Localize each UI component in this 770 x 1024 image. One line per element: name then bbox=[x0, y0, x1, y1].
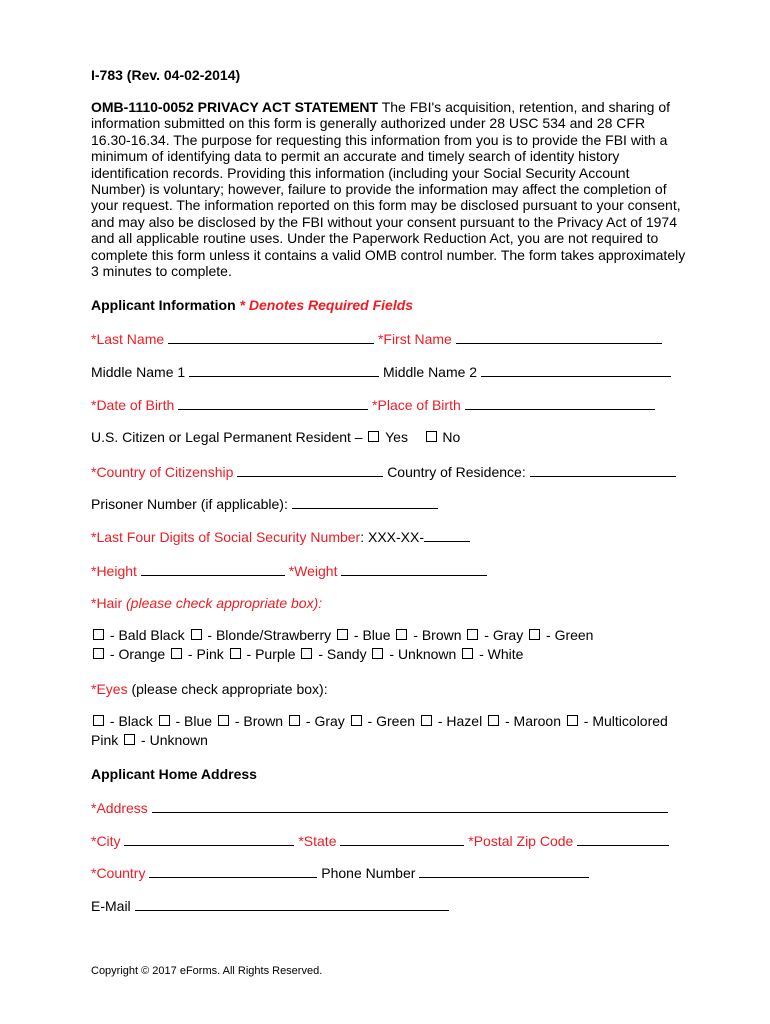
eyes-note: (please check appropriate box): bbox=[127, 681, 328, 697]
pob-label: *Place of Birth bbox=[372, 397, 461, 413]
address-label: *Address bbox=[91, 800, 148, 816]
eyes-option[interactable]: - Maroon bbox=[486, 713, 561, 730]
prisoner-row bbox=[91, 495, 438, 513]
checkbox[interactable] bbox=[372, 648, 383, 659]
pob-field[interactable] bbox=[465, 396, 655, 410]
copyright: Copyright © 2017 eForms. All Rights Reserved. bbox=[91, 965, 323, 977]
option-label: Blue bbox=[184, 713, 213, 729]
hair-heading bbox=[91, 595, 322, 612]
option-label: Maroon bbox=[513, 713, 561, 729]
first-name-field[interactable] bbox=[456, 330, 662, 344]
prisoner-field[interactable] bbox=[292, 495, 438, 509]
checkbox[interactable] bbox=[567, 715, 578, 726]
option-label: Brown bbox=[243, 713, 284, 729]
option-label: Gray bbox=[314, 713, 345, 729]
checkbox[interactable] bbox=[301, 648, 312, 659]
checkbox[interactable] bbox=[467, 629, 478, 640]
zip-label: *Postal Zip Code bbox=[468, 833, 574, 849]
name-row bbox=[91, 330, 662, 348]
option-label: Sandy bbox=[326, 646, 367, 662]
height-label: *Height bbox=[91, 563, 137, 579]
phone-field[interactable] bbox=[419, 864, 589, 878]
checkbox[interactable] bbox=[337, 629, 348, 640]
checkbox[interactable] bbox=[351, 715, 362, 726]
eyes-option[interactable]: - Blue bbox=[157, 713, 212, 730]
eyes-option[interactable]: - Black bbox=[91, 713, 153, 730]
form-id: I-783 (Rev. 04-02-2014) bbox=[91, 67, 241, 83]
zip-field[interactable] bbox=[577, 832, 669, 846]
option-label: Unknown bbox=[149, 732, 208, 748]
middle-name-2-field[interactable] bbox=[481, 363, 671, 377]
privacy-line: 16.30-16.34. The purpose for requesting this information from you is to provide the FBI with a bbox=[91, 131, 668, 148]
privacy-line: and may also be disclosed by the FBI without your consent pursuant to the Privacy Act of 1974 bbox=[91, 213, 677, 230]
country-citizenship-field[interactable] bbox=[237, 463, 383, 477]
option-label: Multicolored bbox=[592, 713, 668, 729]
hair-options-row-2 bbox=[91, 646, 523, 663]
first-name-label: *First Name bbox=[377, 331, 452, 347]
eyes-option[interactable]: - Gray bbox=[287, 713, 345, 730]
option-label: Purple bbox=[255, 646, 296, 662]
hair-option[interactable]: - Pink bbox=[169, 646, 224, 663]
checkbox[interactable] bbox=[218, 715, 229, 726]
country-row bbox=[91, 463, 676, 481]
checkbox[interactable] bbox=[462, 648, 473, 659]
hair-option[interactable]: - Unknown bbox=[370, 646, 456, 663]
email-row bbox=[91, 897, 449, 915]
birth-row bbox=[91, 396, 655, 414]
checkbox[interactable] bbox=[93, 648, 104, 659]
eyes-option[interactable]: - Hazel bbox=[419, 713, 482, 730]
checkbox[interactable] bbox=[159, 715, 170, 726]
country-phone-row bbox=[91, 864, 589, 882]
citizen-yes-checkbox[interactable] bbox=[368, 431, 379, 442]
option-label: Gray bbox=[492, 627, 524, 643]
hair-option[interactable]: - Sandy bbox=[299, 646, 366, 663]
address-section-title: Applicant Home Address bbox=[91, 766, 257, 782]
country-label: *Country bbox=[91, 865, 146, 881]
middle-name-row bbox=[91, 363, 671, 381]
checkbox[interactable] bbox=[124, 734, 135, 745]
option-label: Brown bbox=[421, 627, 462, 643]
checkbox[interactable] bbox=[488, 715, 499, 726]
option-label: Blue bbox=[362, 627, 391, 643]
privacy-heading: OMB-1110-0052 PRIVACY ACT STATEMENT bbox=[91, 99, 379, 115]
ssn-label: *Last Four Digits of Social Security Number bbox=[91, 529, 361, 545]
hair-option[interactable]: - Gray bbox=[465, 627, 523, 644]
checkbox[interactable] bbox=[93, 629, 104, 640]
height-weight-row bbox=[91, 562, 487, 580]
citizen-question: U.S. Citizen or Legal Permanent Resident – bbox=[91, 429, 367, 445]
no-label: No bbox=[442, 429, 461, 445]
checkbox[interactable] bbox=[421, 715, 432, 726]
privacy-line: Number) is voluntary; however, failure to provide the information may affect the completion of bbox=[91, 181, 667, 198]
privacy-line: your request. The information reported on this form may be disclosed pursuant to your consent, bbox=[91, 197, 681, 214]
eyes-option[interactable]: - Unknown bbox=[122, 732, 208, 749]
privacy-statement bbox=[91, 99, 691, 279]
yes-label: Yes bbox=[385, 429, 408, 445]
middle-name-1-field[interactable] bbox=[189, 363, 379, 377]
dob-field[interactable] bbox=[178, 396, 368, 410]
eyes-row2-lead: Pink bbox=[91, 732, 119, 748]
email-field[interactable] bbox=[135, 897, 449, 911]
ssn-row bbox=[91, 528, 470, 546]
eyes-options-row-2 bbox=[91, 732, 208, 749]
email-label: E-Mail bbox=[91, 898, 131, 914]
last-name-label: *Last Name bbox=[91, 331, 165, 347]
hair-option[interactable]: - Orange bbox=[91, 646, 165, 663]
privacy-line: identification records. Providing this information (including your Social Security Account bbox=[91, 164, 630, 181]
option-label: Orange bbox=[118, 646, 166, 662]
privacy-line: complete this form unless it contains a valid OMB control number. The form takes approximately bbox=[91, 246, 686, 263]
checkbox[interactable] bbox=[529, 629, 540, 640]
country-residence-field[interactable] bbox=[530, 463, 676, 477]
required-note: * Denotes Required Fields bbox=[235, 297, 414, 313]
hair-option[interactable]: - Bald Black bbox=[91, 627, 185, 644]
address-row bbox=[91, 799, 668, 817]
checkbox[interactable] bbox=[230, 648, 241, 659]
ssn-field[interactable] bbox=[424, 528, 470, 542]
section-title: Applicant Information bbox=[91, 297, 236, 313]
checkbox[interactable] bbox=[289, 715, 300, 726]
option-label: Blonde/Strawberry bbox=[215, 627, 332, 643]
hair-label: *Hair bbox=[91, 595, 123, 611]
hair-option[interactable]: - Brown bbox=[394, 627, 461, 644]
checkbox[interactable] bbox=[396, 629, 407, 640]
privacy-line: and all applicable routine uses. Under the Paperwork Reduction Act, you are not required to bbox=[91, 230, 659, 247]
country-citizenship-label: *Country of Citizenship bbox=[91, 464, 234, 480]
privacy-line: 3 minutes to complete. bbox=[91, 263, 232, 280]
option-label: Black bbox=[118, 713, 153, 729]
city-row bbox=[91, 832, 669, 850]
weight-label: *Weight bbox=[288, 563, 338, 579]
height-field[interactable] bbox=[141, 562, 285, 576]
checkbox[interactable] bbox=[191, 629, 202, 640]
eyes-label: *Eyes bbox=[91, 681, 128, 697]
hair-option[interactable]: - Purple bbox=[228, 646, 296, 663]
checkbox[interactable] bbox=[93, 715, 104, 726]
city-field[interactable] bbox=[124, 832, 294, 846]
privacy-line: minimum of identifying data to permit an accurate and timely search of identity history bbox=[91, 148, 620, 165]
city-label: *City bbox=[91, 833, 121, 849]
option-label: Green bbox=[554, 627, 594, 643]
eyes-option[interactable]: - Green bbox=[349, 713, 415, 730]
ssn-prefix: : XXX-XX- bbox=[360, 529, 425, 545]
country-residence-label: Country of Residence: bbox=[387, 464, 526, 480]
eyes-option[interactable]: - Multicolored bbox=[565, 713, 668, 730]
middle-name-1-label: Middle Name 1 bbox=[91, 364, 186, 380]
country-field[interactable] bbox=[149, 864, 317, 878]
hair-option[interactable]: - Blonde/Strawberry bbox=[189, 627, 332, 644]
hair-option[interactable]: - White bbox=[460, 646, 523, 663]
checkbox[interactable] bbox=[171, 648, 182, 659]
option-label: Bald Black bbox=[118, 627, 185, 643]
eyes-options-row-1 bbox=[91, 713, 668, 730]
option-label: Pink bbox=[196, 646, 224, 662]
prisoner-label: Prisoner Number (if applicable): bbox=[91, 496, 288, 512]
address-field[interactable] bbox=[152, 799, 668, 813]
weight-field[interactable] bbox=[341, 562, 487, 576]
middle-name-2-label: Middle Name 2 bbox=[382, 364, 478, 380]
phone-label: Phone Number bbox=[321, 865, 416, 881]
last-name-field[interactable] bbox=[168, 330, 374, 344]
state-label: *State bbox=[298, 833, 337, 849]
privacy-line: The FBI's acquisition, retention, and sharing of bbox=[378, 99, 670, 115]
option-label: White bbox=[487, 646, 524, 662]
hair-option[interactable]: - Green bbox=[527, 627, 593, 644]
eyes-heading bbox=[91, 681, 328, 698]
hair-option[interactable]: - Blue bbox=[335, 627, 390, 644]
eyes-option[interactable]: - Brown bbox=[216, 713, 283, 730]
applicant-section-title bbox=[91, 297, 413, 314]
option-label: Unknown bbox=[397, 646, 457, 662]
citizen-row bbox=[91, 429, 460, 446]
state-field[interactable] bbox=[340, 832, 464, 846]
hair-options-row-1 bbox=[91, 627, 593, 644]
hair-note: (please check appropriate box): bbox=[122, 595, 323, 611]
option-label: Green bbox=[376, 713, 416, 729]
dob-label: *Date of Birth bbox=[91, 397, 175, 413]
privacy-line: information submitted on this form is generally authorized under 28 USC 534 and 28 CFR bbox=[91, 115, 646, 132]
option-label: Hazel bbox=[446, 713, 483, 729]
citizen-no-checkbox[interactable] bbox=[426, 431, 437, 442]
